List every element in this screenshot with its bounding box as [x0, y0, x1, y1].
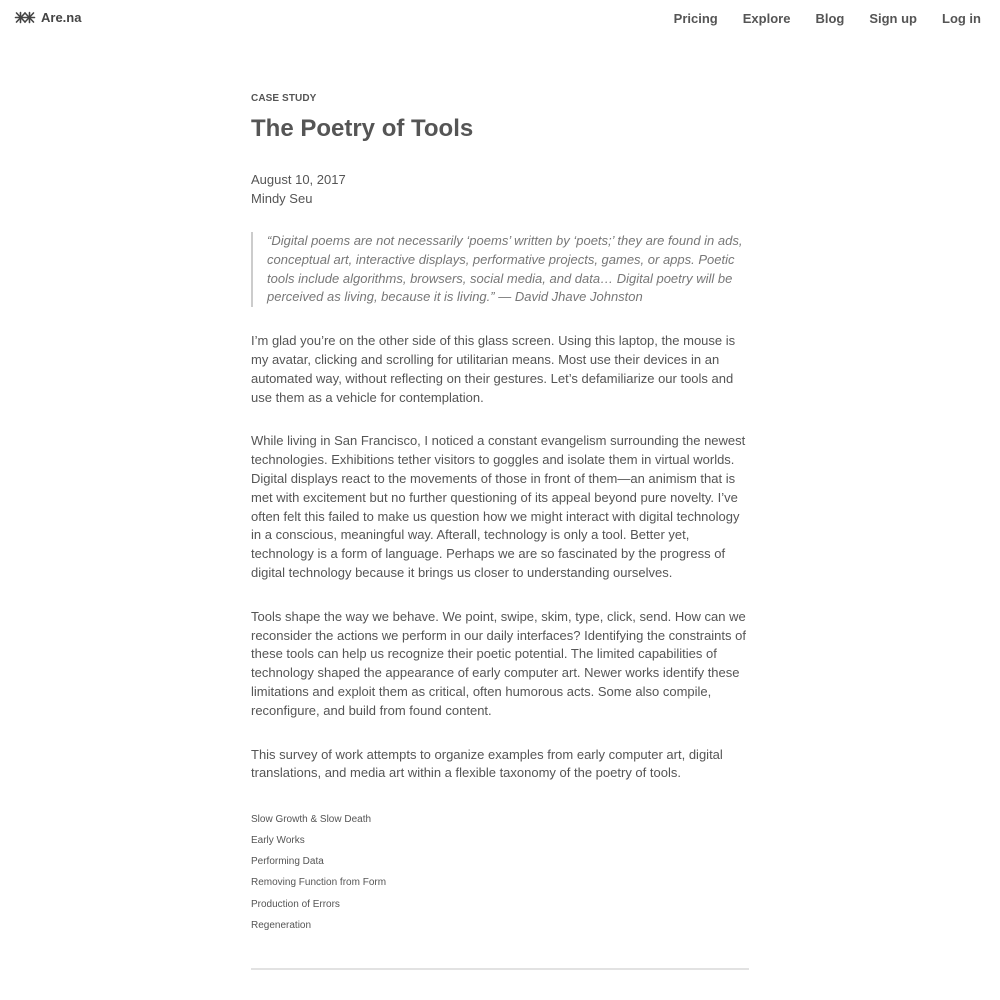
toc-item [251, 894, 749, 915]
logo-text: Are.na [41, 10, 82, 25]
nav-blog-link[interactable]: Blog [815, 11, 845, 26]
table-of-contents [251, 809, 749, 936]
nav-explore-link[interactable]: Explore [742, 11, 791, 26]
toc-link-production-of-errors[interactable]: Production of Errors [251, 898, 340, 910]
toc-item [251, 872, 749, 893]
article-paragraph: This survey of work attempts to organize examples from early computer art, digital translations, and media art within a flexible taxonomy of the poetry of tools. [251, 746, 723, 781]
toc-item [251, 915, 749, 936]
toc-item [251, 851, 749, 872]
toc-link-early-works[interactable]: Early Works [251, 835, 305, 847]
article-meta [251, 170, 749, 208]
logo-link[interactable] [14, 10, 81, 25]
article [251, 93, 749, 936]
toc-link-removing-function[interactable]: Removing Function from Form [251, 877, 387, 889]
article-date: August 10, 2017 [251, 172, 346, 187]
nav-pricing-link[interactable]: Pricing [673, 11, 718, 26]
arena-logo-icon [14, 11, 36, 24]
toc-link-performing-data[interactable]: Performing Data [251, 856, 324, 868]
article-epigraph-quote: “Digital poems are not necessarily ‘poems’ written by ‘poets;’ they are found in ads, conceptual art, interactive displays, performative projects, games, or apps. Poetic tools include algorithms, browsers, social media, and data… Digital poetry will be perceived as living, because it is living.” — David Jhave Johnston [251, 232, 749, 307]
nav-signup-link[interactable]: Sign up [869, 11, 917, 26]
article-paragraph: I’m glad you’re on the other side of this glass screen. Using this laptop, the mouse is my avatar, clicking and scrolling for utilitarian means. Most use their devices in an automated way, without reflecting on their gestures. Let’s defamiliarize our tools and use them as a vehicle for contemplation. [251, 333, 736, 405]
top-navigation [0, 0, 1000, 36]
toc-item [251, 809, 749, 830]
article-title: The Poetry of Tools [251, 115, 474, 142]
article-paragraph: While living in San Francisco, I noticed a constant evangelism surrounding the newest technologies. Exhibitions tether visitors to goggles and isolate them in virtual worlds. Digital displays react to the movements of those in front of them—an animism that is met with excitement but no further questioning of its appeal beyond pure novelty. I’ve often felt this failed to make us question how we might interact with digital technology in a conscious, meaningful way. Afterall, technology is only a tool. Better yet, technology is a form of language. Perhaps we are so fascinated by the progress of digital technology because it brings us closer to understanding ourselves. [251, 433, 746, 580]
nav-login-link[interactable]: Log in [942, 11, 981, 26]
article-author: Mindy Seu [251, 191, 313, 206]
section-divider [251, 968, 749, 970]
article-paragraph: Tools shape the way we behave. We point, swipe, skim, type, click, send. How can we reconsider the actions we perform in our daily interfaces? Identifying the constraints of these tools can help us recognize their poetic potential. The limited capabilities of technology shaped the appearance of early computer art. Newer works identify these limitations and exploit them as critical, often humorous acts. Some also compile, reconfigure, and build from found content. [251, 608, 746, 718]
toc-item [251, 830, 749, 851]
article-kicker: CASE STUDY [251, 93, 317, 104]
toc-link-regeneration[interactable]: Regeneration [251, 919, 312, 931]
nav-links [649, 11, 981, 26]
toc-link-slow-growth[interactable]: Slow Growth & Slow Death [251, 814, 372, 826]
